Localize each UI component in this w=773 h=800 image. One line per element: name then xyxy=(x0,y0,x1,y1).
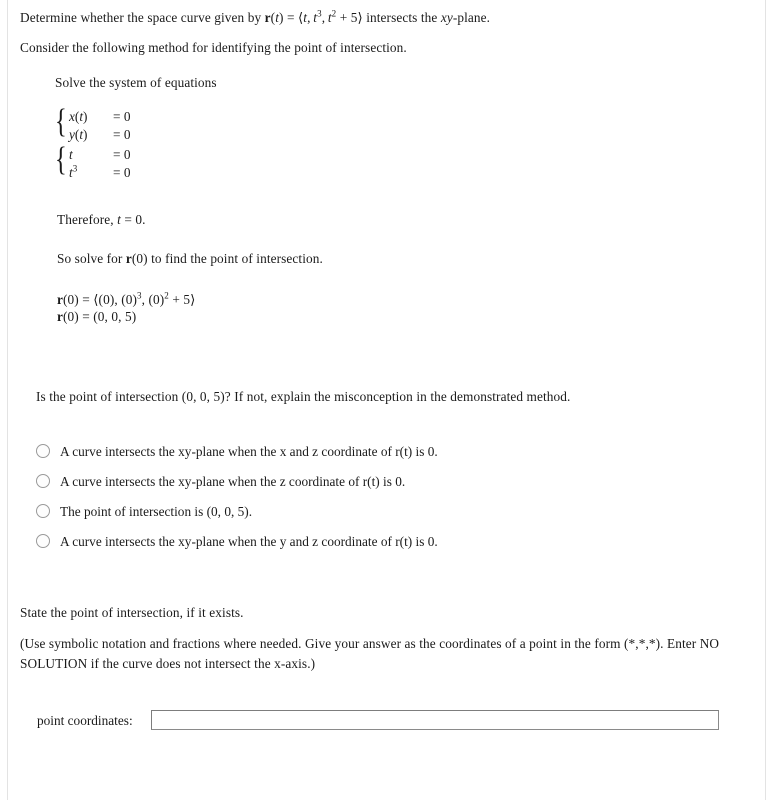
option-label-4[interactable]: A curve intersects the xy-plane when the y and z coordinate of r(t) is 0. xyxy=(60,533,438,549)
left-brace-icon: { xyxy=(55,103,67,140)
state-intersection-prompt: State the point of intersection, if it exists. xyxy=(20,605,244,620)
vector-components: ⟨t, $t^3$, $t^2$ + 5⟩ xyxy=(297,8,363,25)
prompt-equals: = xyxy=(283,10,298,25)
therefore-statement: Therefore, t = 0. xyxy=(57,212,146,227)
r0-expanded-expression: r(0) = ⟨(0), $(0)^3$, $(0)^2$ + 5⟩ xyxy=(57,290,196,307)
equation-group-1 xyxy=(55,103,131,144)
radio-button-icon-2[interactable] xyxy=(36,474,50,488)
equation-rhs: = 0 xyxy=(113,109,131,124)
option-row-1[interactable] xyxy=(36,436,438,466)
solve-system-heading: Solve the system of equations xyxy=(55,75,217,90)
option-label-1[interactable]: A curve intersects the xy-plane when the x and z coordinate of r(t) is 0. xyxy=(60,443,438,459)
answer-options-group xyxy=(36,436,438,556)
option-label-3[interactable]: The point of intersection is (0, 0, 5). xyxy=(60,503,253,519)
equation-row xyxy=(69,108,130,126)
vector-function-symbol: r xyxy=(264,10,271,25)
answer-input-row xyxy=(37,710,719,730)
equation-group-2 xyxy=(55,141,131,182)
problem-prompt xyxy=(20,9,490,26)
problem-prompt-post: intersects the xy-plane. xyxy=(362,10,491,25)
option-row-3[interactable] xyxy=(36,496,438,526)
radio-button-icon-4[interactable] xyxy=(36,534,50,548)
r0-value-expression: r(0) = (0, 0, 5) xyxy=(57,309,137,324)
equation-rhs: = 0 xyxy=(113,127,131,142)
radio-button-icon-3[interactable] xyxy=(36,504,50,518)
answer-instructions: (Use symbolic notation and fractions where needed. Give your answer as the coordinates of a point in the form (*,*,*). Enter NO SOLUTION if the curve does not intersect the x-axis.) xyxy=(20,636,720,671)
point-coordinates-label: point coordinates: xyxy=(37,712,133,728)
equation-rhs: = 0 xyxy=(113,147,131,162)
equation-row xyxy=(69,126,130,144)
equation-row xyxy=(69,164,130,182)
misconception-question: Is the point of intersection (0, 0, 5)? If not, explain the misconception in the demonstrated method. xyxy=(36,389,571,404)
consider-method-text: Consider the following method for identifying the point of intersection. xyxy=(20,40,407,55)
system-of-equations xyxy=(55,103,131,182)
radio-button-icon-1[interactable] xyxy=(36,444,50,458)
vector-function-arg: (t) xyxy=(270,10,284,25)
option-row-4[interactable] xyxy=(36,526,438,556)
option-row-2[interactable] xyxy=(36,466,438,496)
problem-prompt-pre: Determine whether the space curve given by xyxy=(20,10,265,25)
equation-rhs: = 0 xyxy=(113,165,131,180)
equation-lhs: t xyxy=(69,147,73,162)
option-label-2[interactable]: A curve intersects the xy-plane when the z coordinate of r(t) is 0. xyxy=(60,473,406,489)
point-coordinates-input[interactable] xyxy=(151,710,719,730)
equation-lhs: y(t) xyxy=(69,127,88,142)
so-solve-statement: So solve for r(0) to find the point of intersection. xyxy=(57,251,323,266)
equation-lhs: $t^3$ xyxy=(69,163,78,180)
equation-row xyxy=(69,146,130,164)
equation-lhs: x(t) xyxy=(69,109,88,124)
left-brace-icon: { xyxy=(55,141,67,178)
